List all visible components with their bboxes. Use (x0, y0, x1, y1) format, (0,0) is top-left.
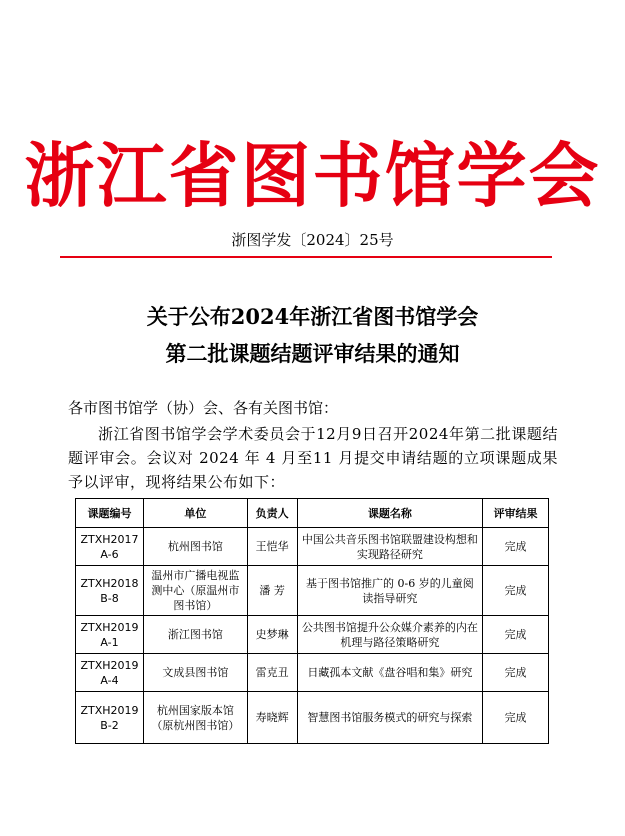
table-row (76, 566, 549, 616)
cell-topic: 日藏孤本文献《盘谷唱和集》研究 (297, 654, 483, 692)
cell-unit: 浙江图书馆 (143, 616, 247, 654)
body-paragraph: 浙江省图书馆学会学术委员会于12月9日召开2024年第二批课题结题评审会。会议对 2024 年 4 月至11 月提交申请结题的立项课题成果予以评审，现将结果公布如下： (68, 425, 558, 491)
cell-unit: 温州市广播电视监测中心（原温州市图书馆） (143, 566, 247, 616)
cell-leader: 潘 芳 (247, 566, 297, 616)
cell-unit: 杭州国家版本馆（原杭州图书馆） (143, 692, 247, 744)
cell-leader: 王恺华 (247, 528, 297, 566)
salutation: 各市图书馆学（协）会、各有关图书馆： (68, 399, 339, 417)
results-table (75, 498, 549, 744)
cell-topic: 中国公共音乐图书馆联盟建设构想和实现路径研究 (297, 528, 483, 566)
table-row (76, 654, 549, 692)
cell-code: ZTXH2019 B-2 (76, 692, 144, 744)
cell-result: 完成 (483, 692, 549, 744)
cell-topic: 公共图书馆提升公众媒介素养的内在机理与路径策略研究 (297, 616, 483, 654)
masthead-title: 浙江省图书馆学会 (24, 135, 601, 217)
document-number: 浙图学发〔2024〕25号 (231, 231, 394, 249)
header-result: 评审结果 (483, 499, 549, 528)
cell-result: 完成 (483, 528, 549, 566)
cell-leader: 寿晓辉 (247, 692, 297, 744)
header-code: 课题编号 (76, 499, 144, 528)
table-header-row (76, 499, 549, 528)
header-unit: 单位 (143, 499, 247, 528)
cell-result: 完成 (483, 616, 549, 654)
cell-unit: 文成县图书馆 (143, 654, 247, 692)
cell-code: ZTXH2018 B-8 (76, 566, 144, 616)
cell-topic: 基于图书馆推广的 0-6 岁的儿童阅读指导研究 (297, 566, 483, 616)
table-row (76, 692, 549, 744)
notice-title-line-2: 第二批课题结题评审结果的通知 (165, 341, 460, 366)
cell-code: ZTXH2017 A-6 (76, 528, 144, 566)
cell-code: ZTXH2019 A-4 (76, 654, 144, 692)
cell-result: 完成 (483, 566, 549, 616)
cell-code: ZTXH2019 A-1 (76, 616, 144, 654)
red-divider (60, 256, 552, 258)
header-topic: 课题名称 (297, 499, 483, 528)
cell-topic: 智慧图书馆服务模式的研究与探索 (297, 692, 483, 744)
cell-result: 完成 (483, 654, 549, 692)
cell-unit: 杭州图书馆 (143, 528, 247, 566)
header-leader: 负责人 (247, 499, 297, 528)
cell-leader: 史梦琳 (247, 616, 297, 654)
table-row (76, 616, 549, 654)
table-row (76, 528, 549, 566)
cell-leader: 雷克丑 (247, 654, 297, 692)
notice-title-line-1: 关于公布2024年浙江省图书馆学会 (146, 304, 479, 329)
